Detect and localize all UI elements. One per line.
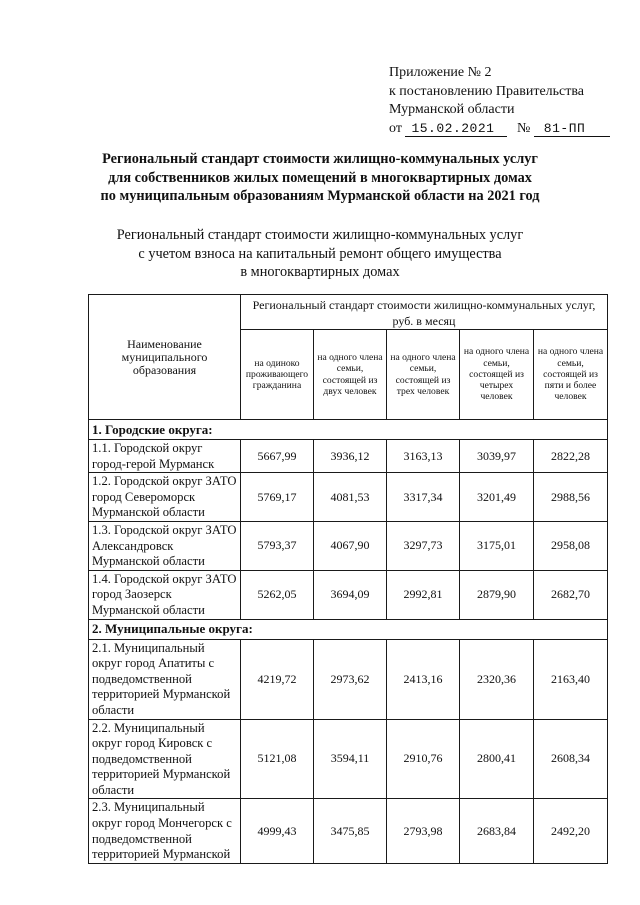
value-cell: 5793,37 xyxy=(241,521,314,570)
value-cell: 2320,36 xyxy=(460,639,534,719)
value-cell: 3201,49 xyxy=(460,473,534,522)
value-cell: 2988,56 xyxy=(534,473,608,522)
value-cell: 3317,34 xyxy=(387,473,460,522)
value-cell: 2413,16 xyxy=(387,639,460,719)
municipality-name: 1.3. Городской округ ЗАТО Александровск Мурманской области xyxy=(89,521,241,570)
annex-date-line xyxy=(389,120,610,139)
value-cell: 2683,84 xyxy=(460,799,534,863)
municipality-name: 2.3. Муниципальный округ город Мончегорск с подведомственной территорией Мурманской xyxy=(89,799,241,863)
value-cell: 5121,08 xyxy=(241,719,314,799)
title-line-2: для собственников жилых помещений в многоквартирных домах xyxy=(108,169,532,186)
title-line-1: Региональный стандарт стоимости жилищно-коммунальных услуг xyxy=(102,151,538,167)
value-cell: 2492,20 xyxy=(534,799,608,863)
subtitle-line-1: Региональный стандарт стоимости жилищно-коммунальных услуг xyxy=(116,227,524,243)
value-cell: 5769,17 xyxy=(241,473,314,522)
value-cell: 5667,99 xyxy=(241,440,314,473)
value-cell: 2682,70 xyxy=(534,570,608,619)
table-row xyxy=(89,639,608,719)
value-cell: 2800,41 xyxy=(460,719,534,799)
section-title: 2. Муниципальные округа: xyxy=(89,619,608,639)
subheader-cell: на одного члена семьи, состоящей из трех человек xyxy=(387,330,460,420)
municipality-name: 1.4. Городской округ ЗАТО город Заозерск Мурманской области xyxy=(89,570,241,619)
subtitle-line-3: в многоквартирных домах xyxy=(240,264,400,280)
value-cell: 2822,28 xyxy=(534,440,608,473)
section-row xyxy=(89,420,608,440)
value-cell: 2163,40 xyxy=(534,639,608,719)
header-name-cell: Наименование муниципального образования xyxy=(89,295,241,420)
value-cell: 5262,05 xyxy=(241,570,314,619)
value-cell: 2958,08 xyxy=(534,521,608,570)
value-cell: 4219,72 xyxy=(241,639,314,719)
annex-line-1: Приложение № 2 xyxy=(389,65,492,80)
value-cell: 2992,81 xyxy=(387,570,460,619)
value-cell: 3175,01 xyxy=(460,521,534,570)
value-cell: 3936,12 xyxy=(314,440,387,473)
table-row xyxy=(89,799,608,863)
document-subtitle xyxy=(40,226,600,282)
municipality-name: 2.1. Муниципальный округ город Апатиты с подведомственной территорией Мурманской области xyxy=(89,639,241,719)
table-row xyxy=(89,473,608,522)
value-cell: 3694,09 xyxy=(314,570,387,619)
value-cell: 3297,73 xyxy=(387,521,460,570)
value-cell: 2879,90 xyxy=(460,570,534,619)
section-row xyxy=(89,619,608,639)
subheader-cell: на одного члена семьи, состоящей из четырех человек xyxy=(460,330,534,420)
document-title xyxy=(40,150,600,206)
value-cell: 2973,62 xyxy=(314,639,387,719)
title-line-3: по муниципальным образованиям Мурманской области на 2021 год xyxy=(100,188,540,204)
table-row xyxy=(89,440,608,473)
value-cell: 2793,98 xyxy=(387,799,460,863)
date-prefix: от xyxy=(389,120,402,136)
value-cell: 3163,13 xyxy=(387,440,460,473)
value-cell: 3594,11 xyxy=(314,719,387,799)
value-cell: 4067,90 xyxy=(314,521,387,570)
municipality-name: 1.1. Городской округ город-герой Мурманск xyxy=(89,440,241,473)
value-cell: 3475,85 xyxy=(314,799,387,863)
subheader-cell: на одного члена семьи, состоящей из пяти и более человек xyxy=(534,330,608,420)
subheader-cell: на одиноко проживающего гражданина xyxy=(241,330,314,420)
value-cell: 4999,43 xyxy=(241,799,314,863)
annex-line-3: Мурманской области xyxy=(389,102,515,117)
subtitle-line-2: с учетом взноса на капитальный ремонт общего имущества xyxy=(138,245,502,262)
header-main-cell: Региональный стандарт стоимости жилищно-коммунальных услуг, руб. в месяц xyxy=(241,295,608,330)
annex-block xyxy=(389,64,610,138)
table-row xyxy=(89,719,608,799)
section-title: 1. Городские округа: xyxy=(89,420,608,440)
municipality-name: 2.2. Муниципальный округ город Кировск с подведомственной территорией Мурманской области xyxy=(89,719,241,799)
date-value: 15.02.2021 xyxy=(405,121,507,137)
number-value: 81-ПП xyxy=(534,121,610,137)
value-cell: 2608,34 xyxy=(534,719,608,799)
table-row xyxy=(89,521,608,570)
table-row xyxy=(89,570,608,619)
number-prefix: № xyxy=(516,120,531,136)
value-cell: 2910,76 xyxy=(387,719,460,799)
annex-line-2: к постановлению Правительства xyxy=(389,83,585,99)
value-cell: 3039,97 xyxy=(460,440,534,473)
municipality-name: 1.2. Городской округ ЗАТО город Североморск Мурманской области xyxy=(89,473,241,522)
standard-table xyxy=(88,294,608,864)
value-cell: 4081,53 xyxy=(314,473,387,522)
subheader-cell: на одного члена семьи, состоящей из двух человек xyxy=(314,330,387,420)
